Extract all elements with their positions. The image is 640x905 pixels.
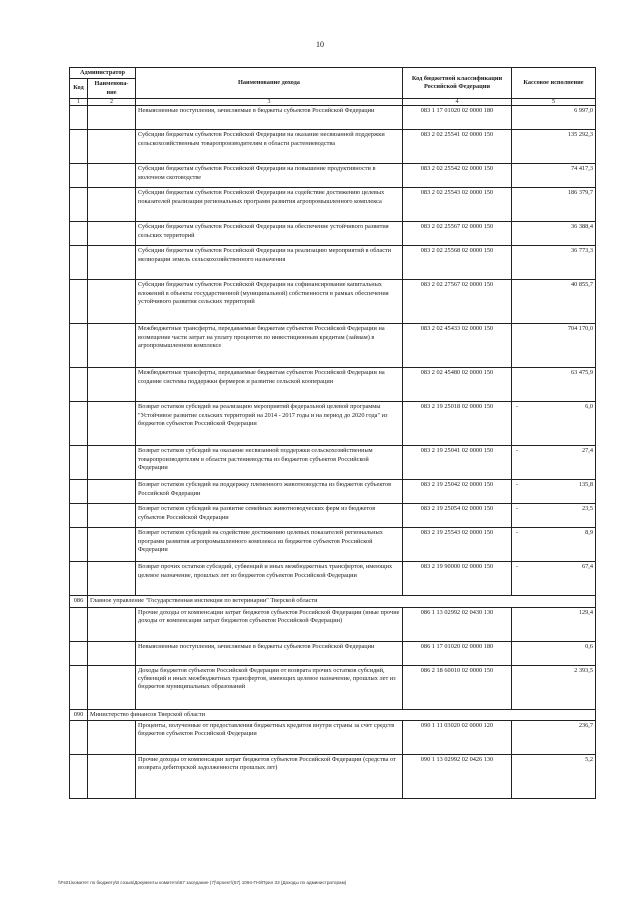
amount: 5,2 <box>585 756 593 764</box>
budget-code: 086 2 18 60010 02 0000 150 <box>403 665 512 709</box>
income-name-header: Наименование дохода <box>136 68 403 99</box>
budget-code: 083 2 02 45480 02 0000 150 <box>403 368 512 402</box>
admin-code-cell <box>70 755 88 799</box>
budget-code: 083 2 02 27567 02 0000 150 <box>403 280 512 324</box>
amount: 27,4 <box>581 447 593 455</box>
budget-code: 083 2 19 90000 02 0000 150 <box>403 562 512 596</box>
admin-name-cell <box>88 480 136 504</box>
budget-code: 083 2 19 25018 02 0000 150 <box>403 402 512 446</box>
administrator-name: Главное управление "Государственная инспекция по ветеринарии" Тверской области <box>88 596 596 607</box>
admin-code-cell <box>70 280 88 324</box>
income-name: Межбюджетные трансферты, передаваемые бюджетам субъектов Российской Федерации на создание системы поддержки фермеров и развитие сельской кооперации <box>136 368 403 402</box>
table-row <box>70 641 596 665</box>
admin-code-cell <box>70 665 88 709</box>
amount-cell <box>512 755 596 799</box>
table-row <box>70 188 596 222</box>
column-number: 1 <box>70 98 88 106</box>
table-row <box>70 324 596 368</box>
amount: 6,0 <box>585 403 593 411</box>
amount: 135,8 <box>578 481 593 489</box>
income-name: Возврат остатков субсидий на развитие семейных животноводческих ферм из бюджетов субъектов Российской Федерации <box>136 504 403 528</box>
admin-code-cell <box>70 607 88 641</box>
amount-cell <box>512 528 596 562</box>
administrator-code: 086 <box>70 596 88 607</box>
amount-cell <box>512 188 596 222</box>
table-row <box>70 721 596 755</box>
income-name: Субсидии бюджетам субъектов Российской Федерации на реализацию мероприятий в области мелиорации земель сельскохозяйственного назначения <box>136 246 403 280</box>
amount-cell <box>512 130 596 164</box>
admin-code-cell <box>70 402 88 446</box>
amount: 40 855,7 <box>570 281 593 289</box>
column-number: 3 <box>136 98 403 106</box>
amount-cell <box>512 106 596 130</box>
negative-sign: - <box>516 403 519 411</box>
amount-cell <box>512 402 596 446</box>
admin-code-cell <box>70 222 88 246</box>
table-row <box>70 402 596 446</box>
budget-code: 083 2 19 25054 02 0000 150 <box>403 504 512 528</box>
amount: 135 292,3 <box>567 131 593 139</box>
admin-name-cell <box>88 528 136 562</box>
income-name: Проценты, полученные от предоставления бюджетных кредитов внутри страны за счет средств бюджетов субъектов Российской Федерации <box>136 721 403 755</box>
admin-code-cell <box>70 164 88 188</box>
column-number: 2 <box>88 98 136 106</box>
budget-code: 083 2 02 25542 02 0000 150 <box>403 164 512 188</box>
column-number: 5 <box>512 98 596 106</box>
amount-cell <box>512 246 596 280</box>
negative-sign: - <box>516 563 519 571</box>
table-row <box>70 106 596 130</box>
income-name: Субсидии бюджетам субъектов Российской Федерации на повышение продуктивности в молочном скотоводстве <box>136 164 403 188</box>
negative-sign: - <box>516 481 519 489</box>
admin-name-cell <box>88 188 136 222</box>
amount: 8,9 <box>585 529 593 537</box>
amount: 6 997,0 <box>574 107 593 115</box>
negative-sign: - <box>516 447 519 455</box>
admin-name-cell <box>88 607 136 641</box>
budget-code-header: Код бюджетной классификации Российской Федерации <box>403 68 512 99</box>
table-row <box>70 504 596 528</box>
admin-code-cell <box>70 246 88 280</box>
table-row <box>70 246 596 280</box>
admin-name-cell <box>88 562 136 596</box>
amount-cell <box>512 446 596 480</box>
page-number: 10 <box>316 40 324 49</box>
admin-name-cell <box>88 504 136 528</box>
table-row <box>70 280 596 324</box>
table-row <box>70 528 596 562</box>
budget-code: 083 2 19 25041 02 0000 150 <box>403 446 512 480</box>
budget-code: 083 2 02 45433 02 0000 150 <box>403 324 512 368</box>
table-row <box>70 368 596 402</box>
table-row <box>70 607 596 641</box>
amount-cell <box>512 504 596 528</box>
amount-cell <box>512 641 596 665</box>
admin-code-cell <box>70 528 88 562</box>
table-row <box>70 446 596 480</box>
admin-name-cell <box>88 106 136 130</box>
column-number: 4 <box>403 98 512 106</box>
income-name: Межбюджетные трансферты, передаваемые бюджетам субъектов Российской Федерации на возмещение части затрат на уплату процентов по инвестиционным кредитам (займам) в агропромышленном комплексе <box>136 324 403 368</box>
admin-name-cell <box>88 222 136 246</box>
budget-code: 083 2 19 25543 02 0000 150 <box>403 528 512 562</box>
admin-name-cell <box>88 246 136 280</box>
income-name: Невыясненные поступления, зачисляемые в бюджеты субъектов Российской Федерации <box>136 641 403 665</box>
admin-code-cell <box>70 480 88 504</box>
amount-cell <box>512 164 596 188</box>
amount-cell <box>512 480 596 504</box>
amount: 704 170,0 <box>567 325 593 333</box>
amount: 2 393,5 <box>574 666 593 674</box>
admin-code-cell <box>70 562 88 596</box>
admin-name-cell <box>88 446 136 480</box>
amount-cell <box>512 721 596 755</box>
negative-sign: - <box>516 505 519 513</box>
income-name: Возврат остатков субсидий на содействие достижению целевых показателей региональных программ развития агропромышленного комплекса из бюджетов субъектов Российской Федерации <box>136 528 403 562</box>
budget-code: 083 2 02 25541 02 0000 150 <box>403 130 512 164</box>
admin-name-cell <box>88 402 136 446</box>
budget-code: 086 1 17 01020 02 0000 180 <box>403 641 512 665</box>
cash-execution-header: Кассовое исполнение <box>512 68 596 99</box>
admin-code-cell <box>70 324 88 368</box>
admin-code-cell <box>70 130 88 164</box>
code-header: Код <box>70 79 88 99</box>
income-name: Возврат остатков субсидий на реализацию мероприятий федеральной целевой программы "Устойчивое развитие сельских территорий на 2014 - 2017 годы и на период до 2020 года" из бюджетов субъектов Российской Федерации <box>136 402 403 446</box>
amount-cell <box>512 607 596 641</box>
admin-name-cell <box>88 721 136 755</box>
amount-cell <box>512 280 596 324</box>
amount: 23,5 <box>581 505 593 513</box>
budget-code: 083 2 02 25567 02 0000 150 <box>403 222 512 246</box>
budget-code: 083 2 02 25568 02 0000 150 <box>403 246 512 280</box>
amount: 0,6 <box>585 642 593 650</box>
admin-name-cell <box>88 324 136 368</box>
administrator-code: 090 <box>70 709 88 720</box>
amount: 186 379,7 <box>567 189 593 197</box>
negative-sign: - <box>516 529 519 537</box>
amount: 36 388,4 <box>570 223 593 231</box>
amount: 74 417,3 <box>570 165 593 173</box>
file-path-footer: \\Fs01\комитет по бюджету\8 созыв\Документы комитета\57 заседание (7)\проект\(57) 1094-П-6\Прил 33 (Доходы по администраторам) <box>58 880 347 885</box>
income-name: Прочие доходы от компенсации затрат бюджетов субъектов Российской Федерации (иные прочие доходы от компенсации затрат бюджетов субъектов Российской Федерации) <box>136 607 403 641</box>
amount: 129,4 <box>578 608 593 616</box>
budget-code: 083 1 17 01020 02 0000 180 <box>403 106 512 130</box>
income-name: Возврат прочих остатков субсидий, субвенций и иных межбюджетных трансфертов, имеющих целевое назначение, прошлых лет из бюджетов субъектов Российской Федерации <box>136 562 403 596</box>
income-name: Прочие доходы от компенсации затрат бюджетов субъектов Российской Федерации (средства от возврата дебиторской задолженности прошлых лет) <box>136 755 403 799</box>
budget-code: 090 1 13 02992 02 0426 130 <box>403 755 512 799</box>
budget-code: 090 1 11 03020 02 0000 120 <box>403 721 512 755</box>
amount: 36 773,3 <box>570 247 593 255</box>
amount-cell <box>512 665 596 709</box>
income-name: Субсидии бюджетам субъектов Российской Федерации на обеспечение устойчивого развития сельских территорий <box>136 222 403 246</box>
admin-code-cell <box>70 446 88 480</box>
administrator-row <box>70 709 596 720</box>
budget-code: 083 2 02 25543 02 0000 150 <box>403 188 512 222</box>
table-row <box>70 665 596 709</box>
income-name: Возврат остатков субсидий на поддержку племенного животноводства из бюджетов субъектов Российской Федерации <box>136 480 403 504</box>
naming-header: Наименова-ние <box>88 79 136 99</box>
table-row <box>70 164 596 188</box>
amount-cell <box>512 562 596 596</box>
income-name: Возврат остатков субсидий на оказание несвязанной поддержки сельскохозяйственным товаропроизводителям в области растениеводства из бюджетов субъектов Российской Федерации <box>136 446 403 480</box>
admin-name-cell <box>88 368 136 402</box>
admin-name-cell <box>88 164 136 188</box>
income-name: Субсидии бюджетам субъектов Российской Федерации на оказание несвязанной поддержки сельскохозяйственным товаропроизводителям в области растениеводства <box>136 130 403 164</box>
administrator-row <box>70 596 596 607</box>
amount: 67,4 <box>581 563 593 571</box>
amount-cell <box>512 324 596 368</box>
amount-cell <box>512 368 596 402</box>
admin-name-cell <box>88 280 136 324</box>
income-name: Субсидии бюджетам субъектов Российской Федерации на содействие достижению целевых показателей реализации региональных программ развития агропромышленного комплекса <box>136 188 403 222</box>
admin-code-cell <box>70 188 88 222</box>
budget-code: 086 1 13 02992 02 0430 130 <box>403 607 512 641</box>
budget-code: 083 2 19 25042 02 0000 150 <box>403 480 512 504</box>
table-row <box>70 480 596 504</box>
table-row <box>70 130 596 164</box>
administrator-header: Администратор <box>70 68 136 79</box>
table-row <box>70 562 596 596</box>
amount: 63 475,9 <box>570 369 593 377</box>
revenue-table <box>69 67 596 799</box>
amount: 236,7 <box>578 722 593 730</box>
admin-name-cell <box>88 755 136 799</box>
table-row <box>70 222 596 246</box>
amount-cell <box>512 222 596 246</box>
income-name: Невыясненные поступления, зачисляемые в бюджеты субъектов Российской Федерации <box>136 106 403 130</box>
income-name: Субсидии бюджетам субъектов Российской Федерации на софинансирование капитальных вложений в объекты государственной (муниципальной) собственности в рамках обеспечения устойчивого развития сельских территорий <box>136 280 403 324</box>
income-name: Доходы бюджетов субъектов Российской Федерации от возврата прочих остатков субсидий, субвенций и иных межбюджетных трансфертов, имеющих целевое назначение, прошлых лет из бюджетов муниципальных образований <box>136 665 403 709</box>
admin-code-cell <box>70 721 88 755</box>
admin-code-cell <box>70 504 88 528</box>
admin-code-cell <box>70 106 88 130</box>
admin-code-cell <box>70 368 88 402</box>
admin-code-cell <box>70 641 88 665</box>
admin-name-cell <box>88 641 136 665</box>
administrator-name: Министерство финансов Тверской области <box>88 709 596 720</box>
admin-name-cell <box>88 665 136 709</box>
admin-name-cell <box>88 130 136 164</box>
table-row <box>70 755 596 799</box>
